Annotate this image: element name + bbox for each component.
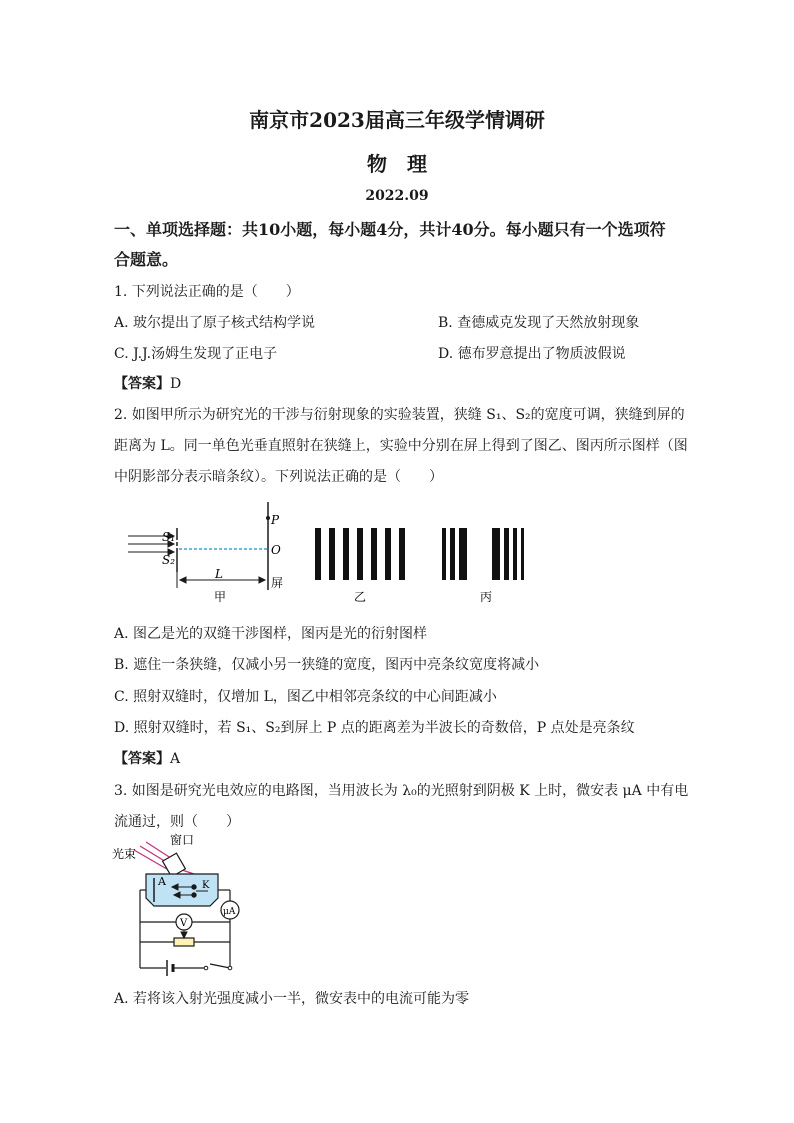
q3-stem-line1: 3. 如图是研究光电效应的电路图，当用波长为 λ₀的光照射到阴极 K 上时，微安表 μA 中有电 [114,783,689,799]
q1-answer [114,373,181,393]
label-s2: S₂ [162,553,176,567]
label-s1: S₁ [162,530,176,544]
q2-option-c: C. 照射双缝时，仅增加 L，图乙中相邻亮条纹的中心间距减小 [114,689,497,705]
q2-figure-yi [310,498,420,608]
q2-option-b: B. 遮住一条狭缝，仅减小另一狭缝的宽度，图丙中亮条纹宽度将减小 [114,657,540,673]
q3-stem-line2: 流通过，则（ ） [114,814,240,830]
answer-tag: 【答案】 [114,751,170,767]
answer-value: A [170,751,181,767]
q1-option-a: A. 玻尔提出了原子核式结构学说 [114,315,316,331]
label-p: P [271,513,280,527]
page-title: 南京市2023届高三年级学情调研 [249,108,545,132]
label-ua: μA [223,907,236,917]
q2-stem-line2: 距离为 L。同一单色光垂直照射在狭缝上，实验中分别在屏上得到了图乙、图丙所示图样（图 [114,438,688,454]
q1-stem: 1. 下列说法正确的是（ ） [114,284,300,300]
q2-answer [114,748,180,768]
fringe-pattern-yi [315,528,405,580]
exam-date: 2022.09 [365,188,429,204]
label-l: L [215,567,223,581]
label-k: K [202,880,210,891]
caption-yi: 乙 [354,590,367,604]
caption-jia: 甲 [214,590,227,604]
q2-stem-line1: 2. 如图甲所示为研究光的干涉与衍射现象的实验装置，狭缝 S₁、S₂的宽度可调，狭缝到屏的 [114,407,685,423]
answer-tag: 【答案】 [114,376,170,392]
answer-value: D [170,376,182,392]
label-v: V [180,918,188,929]
q2-option-d: D. 照射双缝时，若 S₁、S₂到屏上 P 点的距离差为半波长的奇数倍，P 点处是亮条纹 [114,720,635,736]
fringe-pattern-bing [442,528,524,580]
label-beam: 光束 [112,847,137,861]
q3-option-a: A. 若将该入射光强度减小一半，微安表中的电流可能为零 [114,991,470,1007]
label-o: O [271,543,281,557]
section-heading-line2: 合题意。 [114,250,179,269]
q2-figure-jia [124,498,304,608]
q2-stem-line3: 中阴影部分表示暗条纹）。下列说法正确的是（ ） [114,469,443,485]
section-heading-line1: 一、单项选择题：共10小题，每小题4分，共计40分。每小题只有一个选项符 [114,220,666,239]
label-a: A [158,875,166,888]
q3-circuit-figure [112,832,252,982]
label-screen: 屏 [271,576,284,590]
subject-title: 物 理 [367,152,427,176]
q1-option-d: D. 德布罗意提出了物质波假说 [438,346,626,362]
q2-figure-bing [438,498,538,608]
q1-option-c: C. J.J.汤姆生发现了正电子 [114,346,278,362]
caption-bing: 丙 [480,590,493,604]
q1-option-b: B. 查德威克发现了天然放射现象 [438,315,640,331]
label-window: 窗口 [170,833,195,847]
q2-option-a: A. 图乙是光的双缝干涉图样，图丙是光的衍射图样 [114,626,428,642]
